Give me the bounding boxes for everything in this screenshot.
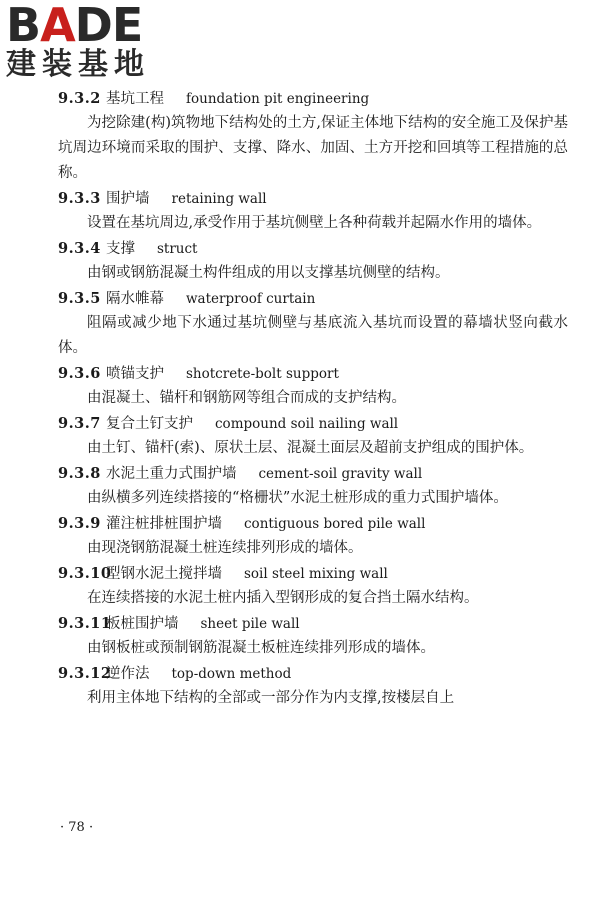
page-number: · 78 ·: [60, 820, 94, 835]
term-english: cement-soil gravity wall: [258, 466, 423, 482]
term-number: 9.3.4: [58, 240, 101, 257]
term-heading: [58, 411, 568, 436]
term-number: 9.3.12: [58, 665, 112, 682]
term-number: 9.3.2: [58, 90, 101, 107]
term-number: 9.3.11: [58, 615, 112, 632]
term-heading: [58, 561, 568, 586]
term-heading: [58, 361, 568, 386]
term-entry: [58, 411, 568, 461]
term-number: 9.3.8: [58, 465, 101, 482]
term-english: waterproof curtain: [186, 291, 316, 307]
term-heading: [58, 86, 568, 111]
term-number: 9.3.7: [58, 415, 101, 432]
term-english: sheet pile wall: [200, 616, 300, 632]
term-english: top-down method: [171, 666, 292, 682]
term-definition: 由钢板桩或预制钢筋混凝土板桩连续排列形成的墙体。: [87, 640, 435, 656]
term-chinese: 型钢水泥土搅拌墙: [106, 566, 222, 582]
term-entry: [58, 661, 568, 711]
term-heading: [58, 236, 568, 261]
term-number: 9.3.5: [58, 290, 101, 307]
term-definition: 由土钉、锚杆(索)、原状土层、混凝土面层及超前支护组成的围护体。: [87, 440, 534, 456]
term-chinese: 基坑工程: [106, 91, 164, 107]
term-number: 9.3.3: [58, 190, 101, 207]
term-entry: [58, 86, 568, 186]
term-entry: [58, 286, 568, 361]
term-english: struct: [157, 241, 198, 257]
term-chinese: 板桩围护墙: [106, 616, 179, 632]
logo-wordmark: BADE: [6, 0, 143, 52]
term-definition: 由钢或钢筋混凝土构件组成的用以支撑基坑侧壁的结构。: [87, 265, 450, 281]
term-chinese: 逆作法: [106, 666, 150, 682]
term-entry: [58, 511, 568, 561]
term-number: 9.3.10: [58, 565, 112, 582]
glossary-content: [58, 86, 568, 711]
term-definition: 利用主体地下结构的全部或一部分作为内支撑,按楼层自上: [87, 690, 455, 706]
term-number: 9.3.6: [58, 365, 101, 382]
term-definition: 在连续搭接的水泥土桩内插入型钢形成的复合挡土隔水结构。: [87, 590, 479, 606]
term-definition: 设置在基坑周边,承受作用于基坑侧壁上各种荷载并起隔水作用的墙体。: [87, 215, 542, 231]
term-heading: [58, 611, 568, 636]
term-chinese: 复合土钉支护: [106, 416, 193, 432]
term-number: 9.3.9: [58, 515, 101, 532]
term-english: shotcrete-bolt support: [186, 366, 339, 382]
term-entry: [58, 611, 568, 661]
term-english: compound soil nailing wall: [215, 416, 399, 432]
term-entry: [58, 561, 568, 611]
term-english: soil steel mixing wall: [244, 566, 388, 582]
term-chinese: 水泥土重力式围护墙: [106, 466, 237, 482]
bade-logo: [6, 2, 176, 82]
term-heading: [58, 286, 568, 311]
term-chinese: 喷锚支护: [106, 366, 164, 382]
term-heading: [58, 661, 568, 686]
term-english: retaining wall: [171, 191, 267, 207]
term-entry: [58, 236, 568, 286]
term-heading: [58, 186, 568, 211]
term-english: foundation pit engineering: [186, 91, 370, 107]
term-chinese: 支撑: [106, 241, 135, 257]
logo-subtitle: 建装基地: [6, 47, 150, 82]
term-entry: [58, 461, 568, 511]
term-heading: [58, 461, 568, 486]
term-definition: 为挖除建(构)筑物地下结构处的土方,保证主体地下结构的安全施工及保护基坑周边环境而采取的围护、支撑、降水、加固、土方开挖和回填等工程措施的总称。: [58, 115, 568, 181]
term-definition: 阻隔或减少地下水通过基坑侧壁与基底流入基坑而设置的幕墙状竖向截水体。: [58, 315, 568, 356]
term-heading: [58, 511, 568, 536]
term-chinese: 隔水帷幕: [106, 291, 164, 307]
term-entry: [58, 361, 568, 411]
term-entry: [58, 186, 568, 236]
term-definition: 由混凝土、锚杆和钢筋网等组合而成的支护结构。: [87, 390, 406, 406]
term-chinese: 围护墙: [106, 191, 150, 207]
term-chinese: 灌注桩排桩围护墙: [106, 516, 222, 532]
term-definition: 由纵横多列连续搭接的“格栅状”水泥土桩形成的重力式围护墙体。: [87, 490, 508, 506]
term-english: contiguous bored pile wall: [244, 516, 426, 532]
term-definition: 由现浇钢筋混凝土桩连续排列形成的墙体。: [87, 540, 363, 556]
